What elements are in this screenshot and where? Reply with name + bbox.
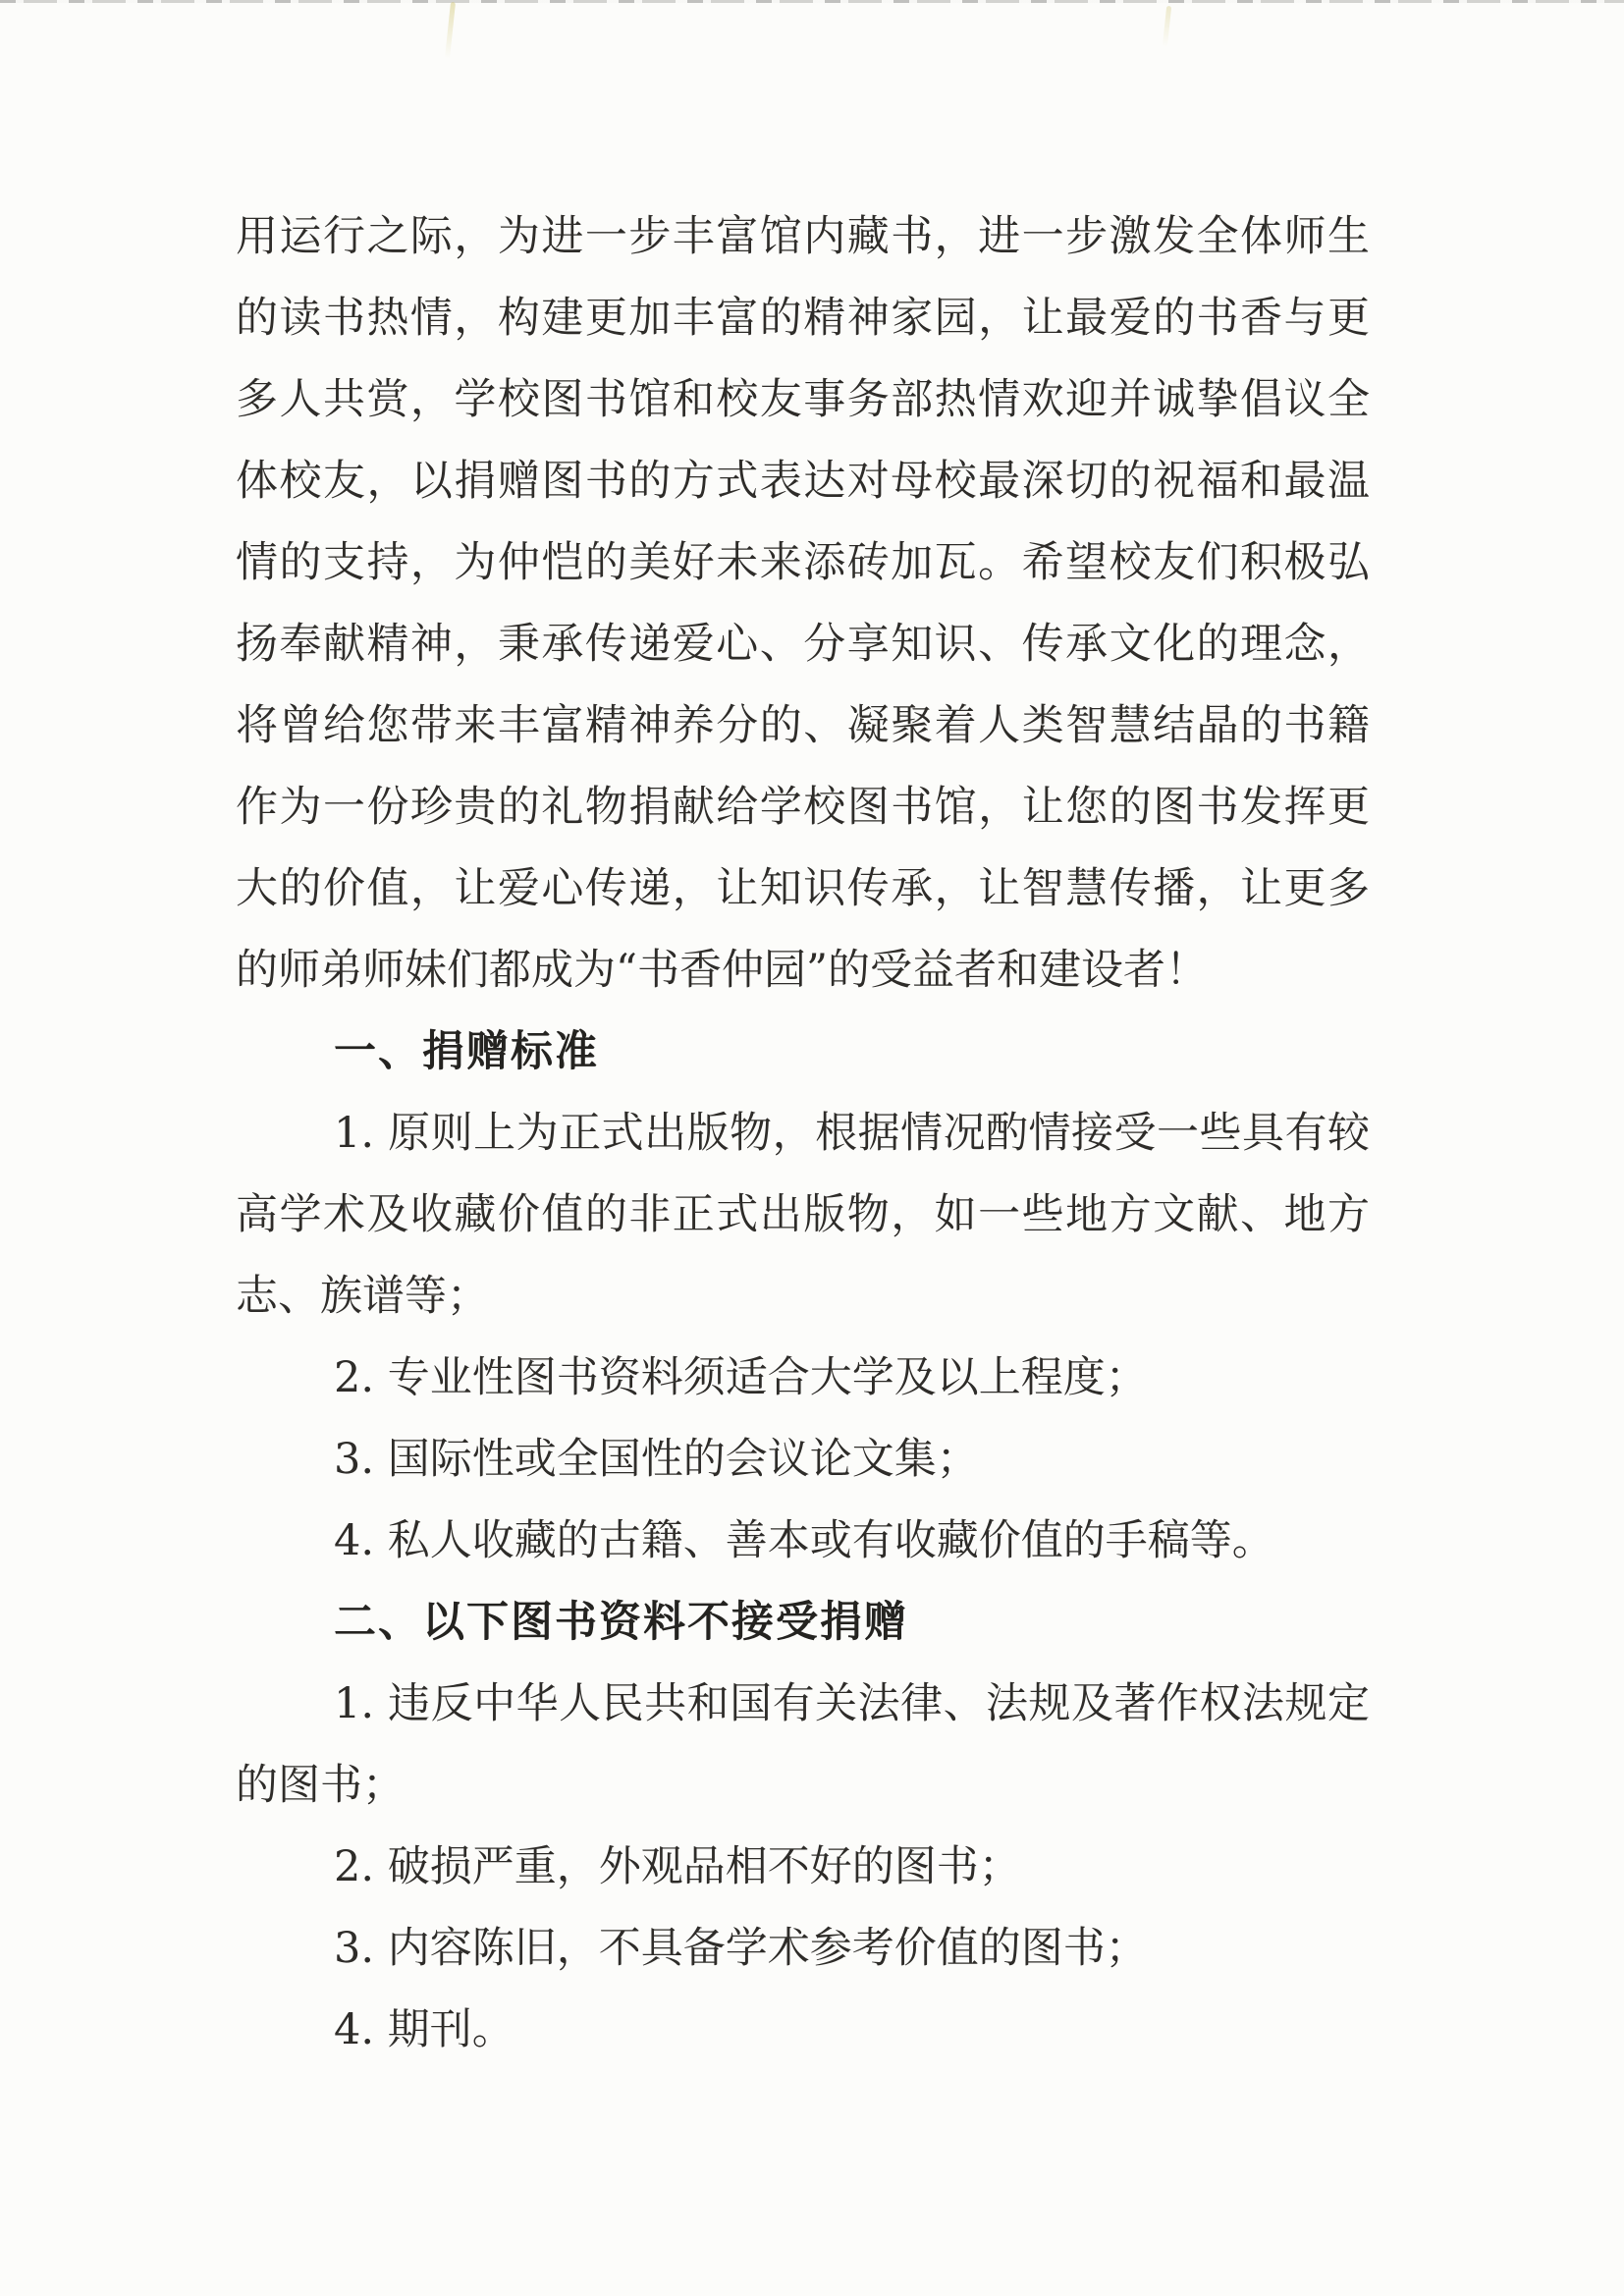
- text-line: 用运行之际，为进一步丰富馆内藏书，进一步激发全体师生: [236, 212, 1370, 261]
- list-item-line: 的图书；: [236, 1761, 405, 1810]
- list-item-line: 2. 专业性图书资料须适合大学及以上程度；: [334, 1353, 1148, 1402]
- text-line: 体校友，以捐赠图书的方式表达对母校最深切的祝福和最温: [236, 457, 1370, 506]
- list-item-line: 1. 违反中华人民共和国有关法律、法规及著作权法规定: [334, 1679, 1370, 1728]
- list-item-line: 2. 破损严重，外观品相不好的图书；: [334, 1842, 1021, 1891]
- list-item-line: 志、族谱等；: [236, 1272, 489, 1321]
- section-heading: 一、捐赠标准: [334, 1027, 599, 1076]
- text-line: 的读书热情，构建更加丰富的精神家园，让最爱的书香与更: [236, 294, 1370, 343]
- document-text-block: [236, 196, 1370, 2071]
- list-item-line: 4. 私人收藏的古籍、善本或有收藏价值的手稿等。: [334, 1516, 1274, 1565]
- text-line: 作为一份珍贵的礼物捐献给学校图书馆，让您的图书发挥更: [236, 783, 1370, 832]
- list-item-line: 4. 期刊。: [334, 2005, 514, 2054]
- list-item-line: 3. 内容陈旧，不具备学术参考价值的图书；: [334, 1924, 1148, 1973]
- section-heading: 二、以下图书资料不接受捐赠: [334, 1598, 908, 1647]
- scan-edge-artifact: [0, 0, 1624, 3]
- text-line: 将曾给您带来丰富精神养分的、凝聚着人类智慧结晶的书籍: [236, 701, 1370, 750]
- text-line: 情的支持，为仲恺的美好未来添砖加瓦。希望校友们积极弘: [236, 538, 1370, 587]
- text-line: 大的价值，让爱心传递，让知识传承，让智慧传播，让更多: [236, 864, 1370, 913]
- list-item-line: 高学术及收藏价值的非正式出版物，如一些地方文献、地方: [236, 1190, 1370, 1239]
- text-line: 扬奉献精神，秉承传递爱心、分享知识、传承文化的理念，: [236, 620, 1370, 669]
- paper-streak-artifact: [1163, 6, 1171, 47]
- text-line: 多人共赏，学校图书馆和校友事务部热情欢迎并诚挚倡议全: [236, 375, 1370, 424]
- list-item-line: 3. 国际性或全国性的会议论文集；: [334, 1435, 979, 1484]
- paper-streak-artifact: [445, 2, 456, 59]
- text-line: 的师弟师妹们都成为“书香仲园”的受益者和建设者！: [236, 946, 1208, 995]
- list-item-line: 1. 原则上为正式出版物，根据情况酌情接受一些具有较: [334, 1109, 1370, 1158]
